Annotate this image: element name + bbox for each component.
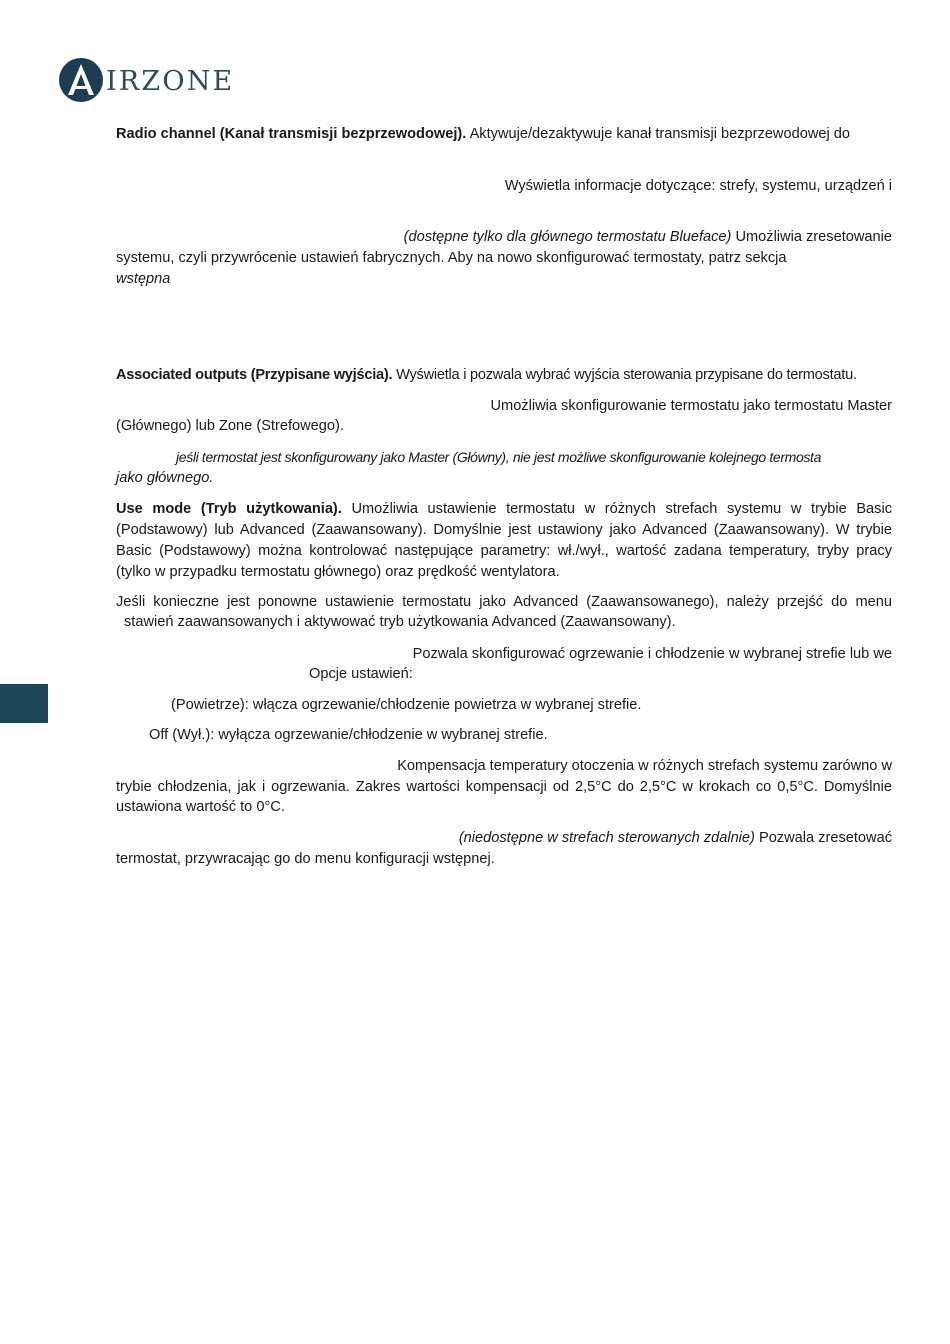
off-option: Off (Wył.): wyłącza ogrzewanie/chłodzenie w wybranej strefie. [149,727,548,743]
reset-availability-note: (dostępne tylko dla głównego termostatu Blueface) [403,229,732,245]
compensation-line-1: Kompensacja temperatury otoczenia w różnych strefach systemu zarówno w [397,758,892,774]
use-mode-text: Umożliwia ustawienie termostatu w różnych strefach systemu w trybie Basic [341,501,893,517]
advanced-reset-line-2: stawień zaawansowanych i aktywować tryb użytkowania Advanced (Zaawansowany). [124,614,676,630]
air-option: (Powietrze): włącza ogrzewanie/chłodzenie powietrza w wybranej strefie. [171,697,642,713]
heat-cool-line-1: Pozwala skonfigurować ogrzewanie i chłodzenie w wybranej strefie lub we [412,646,892,662]
thermostat-reset-line-1 [116,828,892,848]
master-note-line-1: jeśli termostat jest skonfigurowany jako Master (Główny), nie jest możliwe skonfigurowanie kolejnego termosta [176,449,822,465]
use-mode-line-1 [116,499,892,519]
use-mode-line-4: (tylko w przypadku termostatu głównego) oraz prędkość wentylatora. [116,564,560,580]
reset-line-2: systemu, czyli przywrócenie ustawień fabrycznych. Aby na nowo skonfigurować termostaty, patrz sekcja [116,250,787,266]
compensation-line-3: ustawiona wartość to 0°C. [116,799,285,815]
info-line: Wyświetla informacje dotyczące: strefy, systemu, urządzeń i [504,178,892,194]
associated-outputs-text: Wyświetla i pozwala wybrać wyjścia sterowania przypisane do termostatu. [392,367,857,383]
thermostat-reset-text: Pozwala zresetować [754,830,892,846]
airzone-logo [59,57,234,103]
use-mode-line-3: Basic (Podstawowy) można kontrolować następujące parametry: wł./wył., wartość zadana temperatury, tryby pracy [116,543,892,559]
radio-channel-text: Aktywuje/dezaktywuje kanał transmisji bezprzewodowej do [466,126,851,142]
radio-channel-line [116,124,892,144]
use-mode-heading: Use mode (Tryb użytkowania). [116,501,342,517]
associated-outputs-line [116,365,892,385]
side-section-tab [0,684,48,723]
associated-outputs-heading: Associated outputs (Przypisane wyjścia). [116,367,393,383]
compensation-line-2: trybie chłodzenia, jak i ogrzewania. Zakres wartości kompensacji od 2,5°C do 2,5°C w krokach co 0,5°C. Domyślnie [116,779,892,795]
reset-line-3: wstępna [116,271,171,287]
master-line-1: Umożliwia skonfigurowanie termostatu jako termostatu Master [490,398,892,414]
logo-circle-icon [59,58,103,102]
logo-a-letter-icon [59,58,103,102]
reset-text: Umożliwia zresetowanie [731,229,892,245]
thermostat-reset-note: (niedostępne w strefach sterowanych zdalnie) [458,830,755,846]
master-line-2: (Głównego) lub Zone (Strefowego). [116,418,344,434]
use-mode-line-2: (Podstawowy) lub Advanced (Zaawansowany). Domyślnie jest ustawiony jako Advanced (Zaawansowany). W trybie [116,522,892,538]
advanced-reset-line-1: Jeśli konieczne jest ponowne ustawienie termostatu jako Advanced (Zaawansowanego), należy przejść do menu [116,594,892,610]
master-note-line-2: jako głównego. [116,470,214,486]
heat-cool-options-label: Opcje ustawień: [309,666,413,682]
logo-wordmark: IRZONE [106,65,235,97]
thermostat-reset-line-2: termostat, przywracając go do menu konfiguracji wstępnej. [116,851,495,867]
reset-line-1 [116,227,892,247]
radio-channel-heading: Radio channel (Kanał transmisji bezprzewodowej). [116,126,467,142]
